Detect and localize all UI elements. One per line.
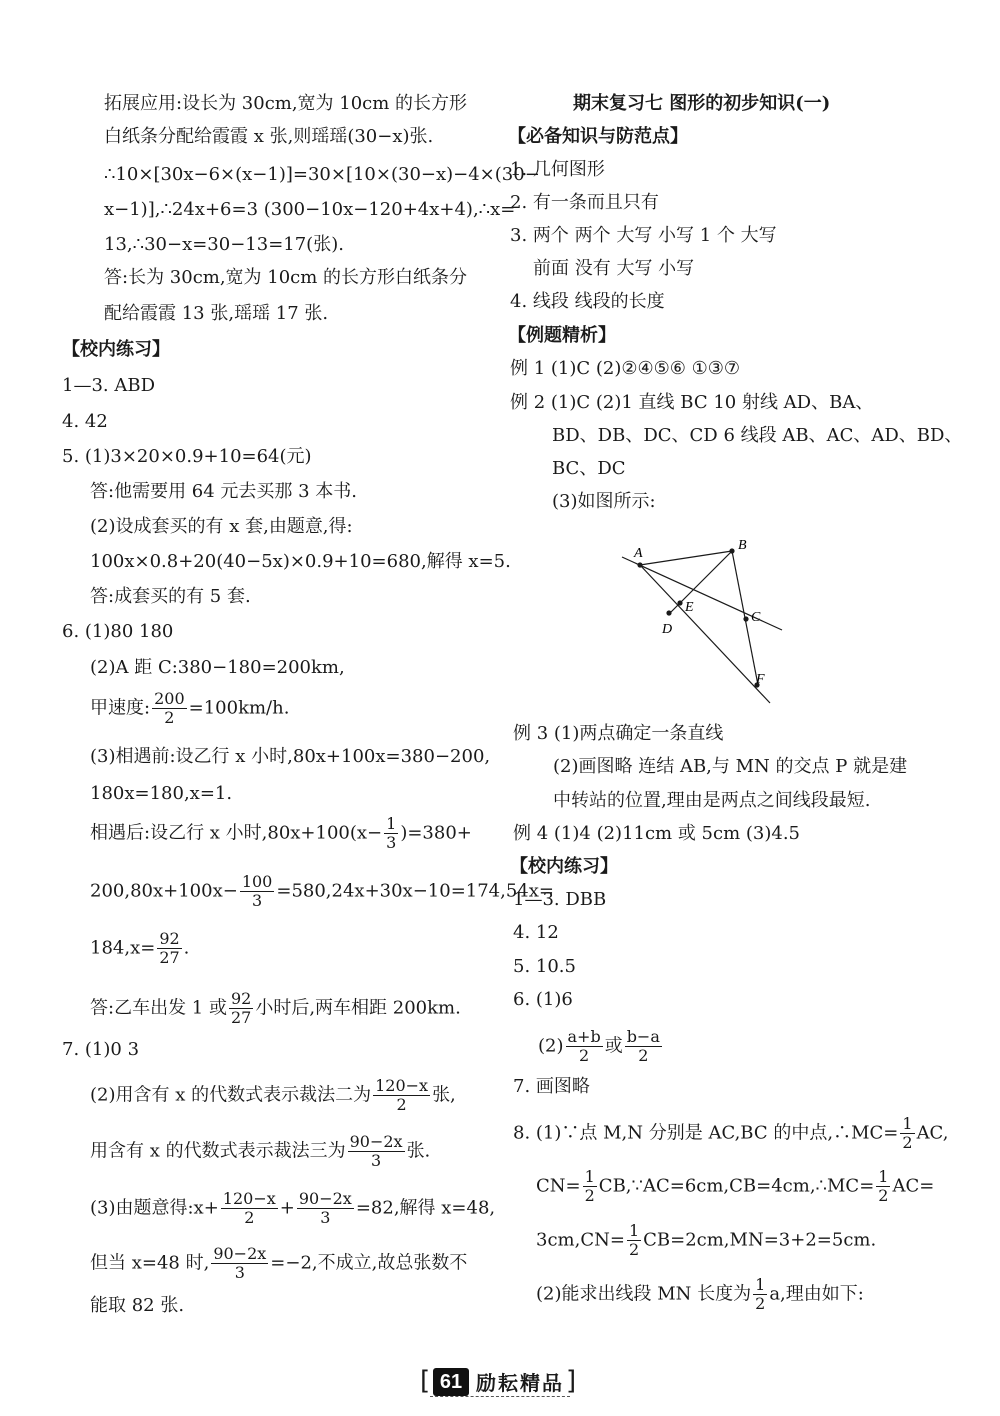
section-heading: 【校内练习】 [62,339,170,360]
answer-line: 前面 没有 大写 小写 [533,258,695,279]
fraction [211,1245,268,1282]
answer-line: 6. (1)6 [513,989,573,1010]
fraction [566,1028,603,1065]
denominator: 3 [251,891,263,910]
point-c [743,616,748,621]
geometry-figure [610,535,800,705]
numerator: 200 [154,689,185,708]
answer-line: 1—3. ABD [62,375,156,396]
answer-line: 3. 两个 两个 大写 小写 1 个 大写 [510,225,777,246]
denominator: 2 [244,1208,255,1227]
text: CB=2cm,MN=3+2=5cm. [643,1229,877,1251]
denominator: 2 [396,1095,407,1114]
denominator: 27 [159,948,180,967]
answer-line: 180x=180,x=1. [90,783,233,804]
text: =−2,不成立,故总张数不 [270,1252,468,1274]
numerator: 90−2x [298,1189,352,1208]
answer-line [90,1133,430,1170]
answer-line: (3)相遇前:设乙行 x 小时,80x+100x=380−200, [90,746,491,767]
fraction [583,1168,597,1205]
fraction [373,1077,430,1114]
text: 3cm,CN= [536,1229,625,1251]
label-c: C [751,610,761,625]
denominator: 2 [755,1294,766,1313]
fraction [348,1133,405,1170]
answer-line: 5. 10.5 [513,956,576,977]
fraction [157,930,181,967]
answer-line [90,690,289,727]
denominator: 2 [628,1240,640,1259]
text: =100km/h. [188,697,290,719]
point-b [729,548,734,553]
answer-line: 4. 42 [62,411,108,432]
answer-line: 例 4 (1)4 (2)11cm 或 5cm (3)4.5 [513,823,801,844]
answer-line: BD、DB、DC、CD 6 线段 AB、AC、AD、BD、 [552,425,963,446]
text: AC= [892,1175,935,1197]
page-number: 61 [433,1368,469,1396]
answer-line: 5. (1)3×20×0.9+10=64(元) [62,446,312,467]
section-heading: 【校内练习】 [510,856,618,877]
text: (2) [538,1035,564,1057]
text: 200,80x+100x− [90,880,238,902]
bracket-left: [ [420,1366,431,1396]
numerator: 1 [584,1167,595,1186]
answer-line: (2)画图略 连结 AB,与 MN 的交点 P 就是建 [553,756,908,777]
answer-line: 答:成套买的有 5 套. [90,586,251,607]
text: . [183,937,190,959]
left-line: 答:长为 30cm,宽为 10cm 的长方形白纸条分 [104,267,468,288]
denominator: 2 [902,1133,913,1152]
answer-line [536,1276,864,1313]
text: =82,解得 x=48, [355,1197,496,1219]
answer-line: BC、DC [552,458,626,479]
numerator: 1 [755,1275,766,1294]
numerator: 100 [241,872,273,891]
answer-line: 4. 12 [513,922,559,943]
answer-line: (2)设成套买的有 x 套,由题意,得: [90,516,353,537]
answer-line: 中转站的位置,理由是两点之间线段最短. [553,790,871,811]
label-f: F [756,672,765,687]
answer-line: 1—3. DBB [513,889,607,910]
answer-line: 2. 有一条而且只有 [510,192,659,213]
fraction [753,1276,767,1313]
text: 8. (1)∵点 M,N 分别是 AC,BC 的中点,∴MC= [513,1122,899,1144]
text: a,理由如下: [769,1283,864,1305]
answer-line: 6. (1)80 180 [62,621,174,642]
label-d: D [662,622,673,637]
fraction [240,873,275,910]
point-e [677,600,682,605]
ray-ad [640,565,770,703]
fraction [152,690,187,727]
answer-line: 例 2 (1)C (2)1 直线 BC 10 射线 AD、BA、 [510,392,874,413]
numerator: 92 [159,929,180,948]
answer-line: 能取 82 张. [90,1295,185,1316]
denominator: 3 [234,1263,245,1282]
answer-line [536,1222,876,1259]
answer-line: 例 3 (1)两点确定一条直线 [513,723,724,744]
numerator: 120−x [222,1189,276,1208]
denominator: 3 [320,1208,331,1227]
answer-line [90,873,554,910]
fraction [627,1222,641,1259]
chapter-title: 期末复习七 图形的初步知识(一) [573,93,831,114]
label-a: A [634,546,643,561]
fraction [900,1115,914,1152]
numerator: 90−2x [213,1244,267,1263]
fraction [625,1028,662,1065]
denominator: 2 [584,1186,595,1205]
left-line: 拓展应用:设长为 30cm,宽为 10cm 的长方形 [104,93,468,114]
text: 但当 x=48 时, [90,1252,210,1274]
answer-line [513,1115,948,1152]
text: CN= [536,1175,581,1197]
left-line: 配给霞霞 13 张,瑶瑶 17 张. [104,303,329,324]
answer-line: (3)如图所示: [552,491,656,512]
text: =580,24x+30x−10=174,54x= [276,880,554,902]
denominator: 27 [230,1008,252,1027]
text: AC, [916,1122,949,1144]
numerator: 1 [628,1221,640,1240]
text: 184,x= [90,937,156,959]
denominator: 2 [878,1186,889,1205]
numerator: 1 [386,814,397,833]
text: 答:乙车出发 1 或 [90,997,227,1019]
numerator: 92 [230,989,252,1008]
answer-line [90,815,472,852]
answer-line: 答:他需要用 64 元去买那 3 本书. [90,481,358,502]
section-heading: 【例题精析】 [508,325,616,346]
text: 小时后,两车相距 200km. [255,997,461,1019]
answer-line: (2)A 距 C:380−180=200km, [90,657,345,678]
numerator: 1 [878,1167,889,1186]
brand-name: 励耘精品 [476,1371,564,1395]
text: 或 [604,1035,623,1057]
text: 甲速度: [90,697,151,719]
text: CB,∵AC=6cm,CB=4cm,∴MC= [598,1175,875,1197]
answer-line: 100x×0.8+20(40−5x)×0.9+10=680,解得 x=5. [90,551,511,572]
segment-ab [640,551,732,565]
left-line: 白纸条分配给霞霞 x 张,则瑶瑶(30−x)张. [104,126,434,147]
fraction [221,1190,278,1227]
text: + [279,1197,295,1219]
text: (2)能求出线段 MN 长度为 [536,1283,752,1305]
text: 张, [432,1084,456,1106]
answer-line [536,1168,934,1205]
left-line: 13,∴30−x=30−13=17(张). [104,234,344,255]
denominator: 2 [164,708,175,727]
numerator: 120−x [375,1076,429,1095]
text: )=380+ [400,822,472,844]
answer-line [90,1190,495,1227]
left-line: ∴10×[30x−6×(x−1)]=30×[10×(30−x)−4×(30− [104,164,540,185]
denominator: 2 [638,1046,649,1065]
denominator: 3 [370,1151,382,1170]
numerator: a+b [567,1027,601,1046]
point-d [666,610,671,615]
answer-line [90,1077,456,1114]
denominator: 2 [579,1046,590,1065]
label-b: B [738,538,747,553]
fraction [297,1190,354,1227]
numerator: 1 [902,1114,913,1133]
left-line: x−1)],∴24x+6=3 (300−10x−120+4x+4),∴x= [104,199,516,220]
fraction [384,815,398,852]
page-footer [420,1366,580,1400]
text: 张. [406,1140,431,1162]
denominator: 3 [386,833,397,852]
text: 用含有 x 的代数式表示裁法三为 [90,1140,346,1162]
text: (2)用含有 x 的代数式表示裁法二为 [90,1084,372,1106]
answer-line: 例 1 (1)C (2)②④⑤⑥ ①③⑦ [510,358,741,379]
numerator: 90−2x [349,1132,403,1151]
fraction [876,1168,890,1205]
section-heading: 【必备知识与防范点】 [508,126,688,147]
numerator: b−a [626,1027,660,1046]
answer-line: 4. 线段 线段的长度 [510,291,665,312]
answer-line: 7. 画图略 [513,1076,590,1097]
answer-line: 7. (1)0 3 [62,1039,140,1060]
fraction [229,990,253,1027]
bracket-right: ] [566,1366,577,1396]
footer-divider [430,1396,570,1397]
text: 相遇后:设乙行 x 小时,80x+100(x− [90,822,383,844]
answer-line [538,1028,664,1065]
label-e: E [685,600,694,615]
answer-line: 1. 几何图形 [510,159,605,180]
answer-line [90,1245,467,1282]
point-a [637,562,642,567]
answer-line [90,930,189,967]
text: (3)由题意得:x+ [90,1197,219,1219]
answer-line [90,990,461,1027]
